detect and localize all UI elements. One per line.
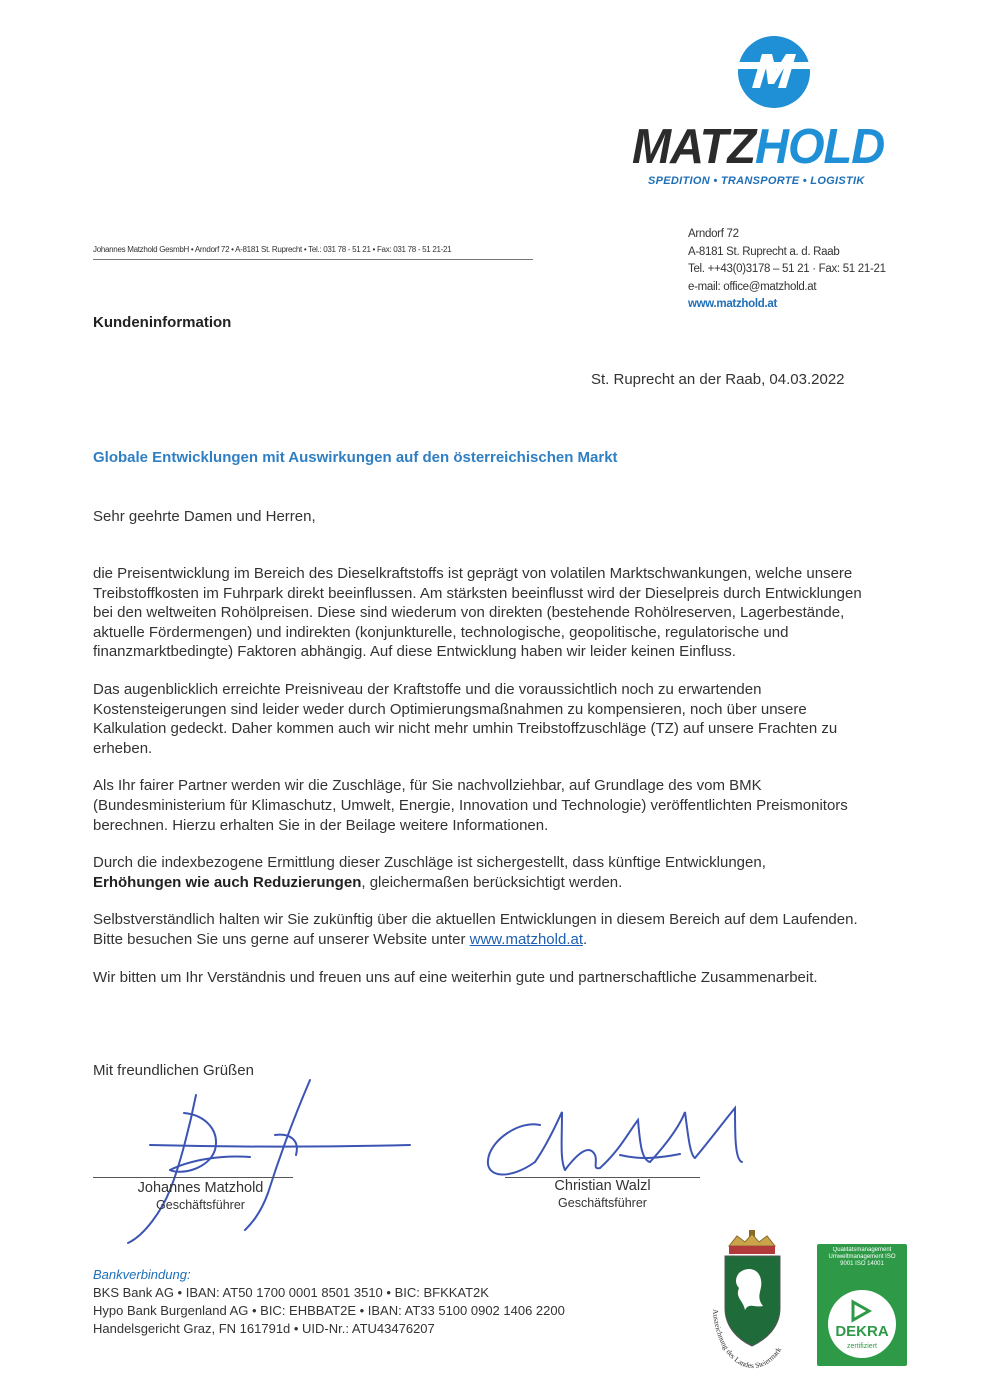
contact-phone: Tel. ++43(0)3178 – 51 21 · Fax: 51 21-21 <box>688 263 886 275</box>
seal-arc-text: Auszeichnung des Landes Steiermark <box>711 1308 784 1371</box>
subject-line: Globale Entwicklungen mit Auswirkungen auf den österreichischen Markt <box>93 449 618 466</box>
paragraph-2: Das augenblicklich erreichte Preisniveau der Kraftstoffe und die voraussichtlich noch zu erwartenden Kostensteigerungen sind leider weder durch Optimierungsmaßnahmen zu kompensieren, noch über unsere Kalkulation gedeckt. Daher kommen auch wir nicht mehr umhin Treibstoffzuschläge (TZ) auf unsere Frachten zu erheben. <box>93 680 838 757</box>
bank-line-2: Hypo Bank Burgenland AG • BIC: EHBBAT2E • IBAN: AT33 5100 0902 1406 2200 <box>93 1303 565 1318</box>
paragraph-5-text: Selbstverständlich halten wir Sie zukünftig über die aktuellen Entwicklungen in diesem Bereich auf dem Laufenden. Bitte besuchen Sie uns gerne auf unserer Website unter <box>93 911 858 948</box>
bank-line-1: BKS Bank AG • IBAN: AT50 1700 0001 8501 3510 • BIC: BFKKAT2K <box>93 1285 489 1300</box>
document-type-heading: Kundeninformation <box>93 314 232 331</box>
salutation: Sehr geehrte Damen und Herren, <box>93 508 316 525</box>
paragraph-3: Als Ihr fairer Partner werden wir die Zuschläge, für Sie nachvollziehbar, auf Grundlage des vom BMK (Bundesministerium für Klimaschutz, Umwelt, Energie, Innovation und Technologie) veröffentlichten Preismonitors berechnen. Hierzu erhalten Sie in der Beilage weitere Informationen. <box>93 777 848 834</box>
paragraph-4-emphasis: Erhöhungen wie auch Reduzierungen <box>93 873 362 891</box>
contact-website-link[interactable]: www.matzhold.at <box>688 298 777 310</box>
logo-wordmark <box>632 117 885 174</box>
place-date: St. Ruprecht an der Raab, 04.03.2022 <box>591 371 845 388</box>
bank-heading: Bankverbindung: <box>93 1267 191 1282</box>
bank-details <box>93 1266 565 1338</box>
contact-address-city: A-8181 St. Ruprecht a. d. Raab <box>688 245 840 258</box>
dekra-top-text: Qualitätsmanagement Umweltmanagement ISO 9001 ISO 14001 <box>828 1247 896 1267</box>
signature-2-role: Geschäftsführer <box>558 1196 647 1210</box>
closing-phrase: Mit freundlichen Grüßen <box>93 1062 254 1079</box>
contact-block <box>688 226 886 314</box>
paragraph-1: die Preisentwicklung im Bereich des Dieselkraftstoffs ist geprägt von volatilen Marktschwankungen, welche unsere Treibstoffkosten im Fuhrpark direkt beeinflussen. Am stärksten beeinflusst wird der Dieselpreis durch Entwicklungen bei den weltweiten Rohölpreisen. Diese sind wiederum von direkten (bestehende Rohölreserven, Lagerbestände, aktuelle Fördermengen) und indirekten (konjunkturelle, technologische, geopolitische, regulatorische und finanzmarktbedingte) Faktoren abhängig. Auf diese Entwicklung haben wir leider keinen Einfluss. <box>93 565 862 661</box>
signature-2-name: Christian Walzl <box>554 1178 651 1194</box>
bank-line-3: Handelsgericht Graz, FN 161791d • UID-Nr.: ATU43476207 <box>93 1321 435 1336</box>
dekra-name: DEKRA <box>835 1323 889 1340</box>
website-link[interactable]: www.matzhold.at <box>469 930 584 948</box>
signature-1-image <box>110 1075 420 1250</box>
contact-address-street: Arndorf 72 <box>688 228 739 240</box>
letter-body <box>93 564 883 1005</box>
signature-1-line <box>93 1177 293 1178</box>
paragraph-4-start: Durch die indexbezogene Ermittlung dieser Zuschläge ist sichergestellt, dass künftige Entwicklungen, <box>93 854 766 872</box>
signature-1-role: Geschäftsführer <box>156 1198 245 1212</box>
paragraph-5-end: . <box>583 930 588 948</box>
logo-emblem-icon <box>734 32 814 112</box>
wordmark-dark: MATZ <box>632 117 756 174</box>
paragraph-5 <box>93 910 883 949</box>
paragraph-6: Wir bitten um Ihr Verständnis und freuen uns auf eine weiterhin gute und partnerschaftliche Zusammenarbeit. <box>93 968 818 986</box>
paragraph-4 <box>93 853 883 892</box>
dekra-bottom-text: zertifiziert <box>847 1343 877 1350</box>
signature-1-name: Johannes Matzhold <box>137 1180 264 1196</box>
paragraph-4-end: , gleichermaßen berücksichtigt werden. <box>361 873 623 891</box>
contact-email[interactable]: e-mail: office@matzhold.at <box>688 280 817 293</box>
styria-award-seal-icon <box>705 1228 800 1378</box>
logo-tagline: SPEDITION • TRANSPORTE • LOGISTIK <box>648 175 865 187</box>
wordmark-blue: HOLD <box>755 117 885 174</box>
sender-return-line: Johannes Matzhold GesmbH • Arndorf 72 • A-8181 St. Ruprecht • Tel.: 031 78 - 51 21 • Fax: 031 78 - 51 21-21 <box>93 245 533 260</box>
company-logo <box>630 30 920 200</box>
dekra-certification-badge <box>817 1244 907 1366</box>
